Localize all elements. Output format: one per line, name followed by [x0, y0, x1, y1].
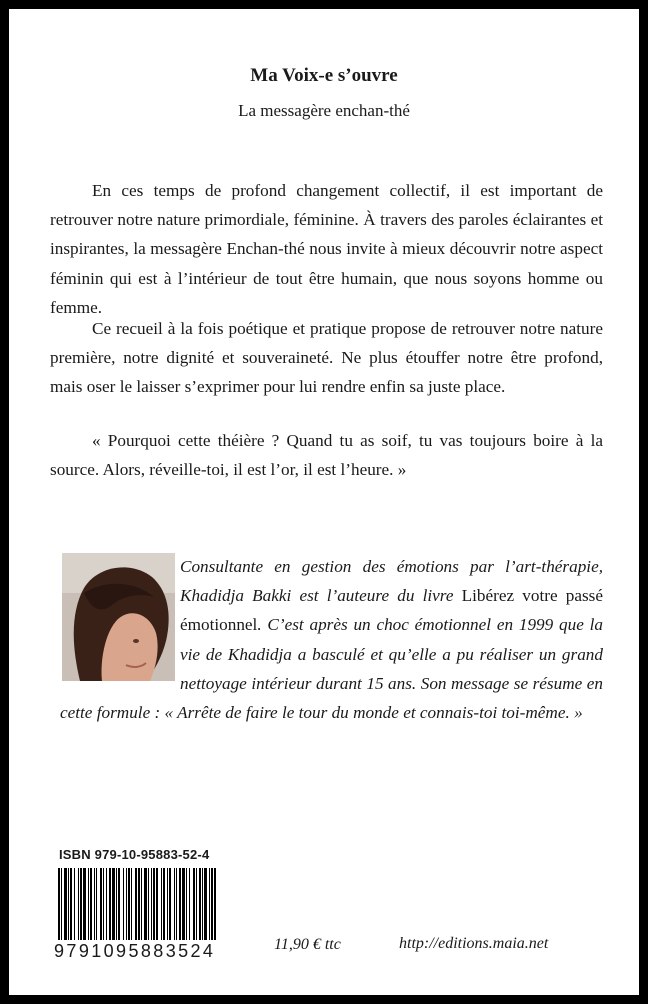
barcode-bar: [109, 868, 111, 940]
barcode-bar: [58, 868, 60, 940]
barcode-bar: [209, 868, 210, 940]
barcode-bar: [189, 868, 190, 940]
barcode-bar: [196, 868, 197, 940]
barcode-bar: [163, 868, 165, 940]
barcode-bar: [126, 868, 127, 940]
barcode-bar: [148, 868, 149, 940]
barcode-bar: [96, 868, 97, 940]
barcode-bar: [156, 868, 158, 940]
isbn-label: ISBN 979-10-95883-52-4: [59, 847, 210, 862]
summary-quote: « Pourquoi cette théière ? Quand tu as soif, tu vas toujours boire à la source. Alors, réveille-toi, il est l’or, il est l’heure. »: [50, 431, 603, 480]
barcode-bar: [90, 868, 92, 940]
barcode-bar: [94, 868, 95, 940]
author-book-title: Libérez votre passé émotionnel: [180, 586, 603, 635]
barcode-bar: [80, 868, 82, 940]
barcode-bar: [103, 868, 104, 940]
barcode-bar: [78, 868, 79, 940]
barcode-bar: [116, 868, 117, 940]
barcode-bar: [211, 868, 213, 940]
barcode-bar: [214, 868, 216, 940]
barcode-bar: [118, 868, 120, 940]
barcode-bar: [176, 868, 177, 940]
summary-paragraph-2: Ce recueil à la fois poétique et pratique propose de retrouver notre nature première, notre dignité et souveraineté. Ne plus étouffer notre être profond, mais oser le laisser s’exprimer pour lui rendre enfin sa juste place.: [50, 319, 603, 397]
barcode-bar: [141, 868, 142, 940]
barcode-bar: [64, 868, 67, 940]
barcode-bar: [182, 868, 185, 940]
book-title: Ma Voix-e s’ouvre: [250, 65, 398, 86]
barcode-bar: [61, 868, 62, 940]
barcode-bar: [199, 868, 201, 940]
barcode-bar: [106, 868, 107, 940]
barcode-digits: 9791095883524: [54, 941, 216, 961]
barcode-bar: [204, 868, 207, 940]
barcode-bar: [74, 868, 75, 940]
barcode-bar: [112, 868, 115, 940]
barcode-bar: [161, 868, 162, 940]
barcode-bar: [153, 868, 155, 940]
barcode-bar: [193, 868, 195, 940]
author-bio: [60, 552, 603, 727]
price: 11,90 € ttc: [274, 936, 341, 953]
barcode-bar: [135, 868, 137, 940]
barcode-bar: [70, 868, 72, 940]
barcode-bar: [151, 868, 152, 940]
barcode-bar: [167, 868, 168, 940]
author-bio-text: Consultante en gestion des émotions par l’art-thérapie, Khadidja Bakki est l’auteure du livre: [180, 557, 603, 606]
barcode-bar: [83, 868, 86, 940]
barcode-bar: [100, 868, 102, 940]
barcode-bar: [202, 868, 203, 940]
book-subtitle: La messagère enchan-thé: [238, 101, 410, 120]
publisher-website: http://editions.maia.net: [399, 935, 549, 952]
barcode-bar: [186, 868, 187, 940]
barcode-bar: [123, 868, 124, 940]
barcode-bar: [174, 868, 175, 940]
barcode-bar: [138, 868, 140, 940]
barcode-bar: [88, 868, 89, 940]
author-bio-text-continued: . C’est après un choc émotionnel en 1999 que la vie de Khadidja a basculé et qu’elle a pu réaliser un grand nettoyage intérieur durant 15 ans. Son message se résume en cette formule : « Arrête de faire le tour du monde et connais-toi toi-même. »: [60, 615, 603, 723]
barcode-bar: [128, 868, 130, 940]
barcode-bar: [131, 868, 132, 940]
back-cover: [9, 9, 639, 995]
barcode-bar: [144, 868, 147, 940]
summary-paragraph-1: En ces temps de profond changement collectif, il est important de retrouver notre nature primordiale, féminine. À travers des paroles éclairantes et inspirantes, la messagère Enchan-thé nous invite à mieux découvrir notre aspect féminin qui est à l’intérieur de tout être humain, que nous soyons homme ou femme.: [50, 181, 603, 317]
barcode-bar: [179, 868, 181, 940]
barcode-bar: [68, 868, 69, 940]
barcode-bar: [169, 868, 171, 940]
